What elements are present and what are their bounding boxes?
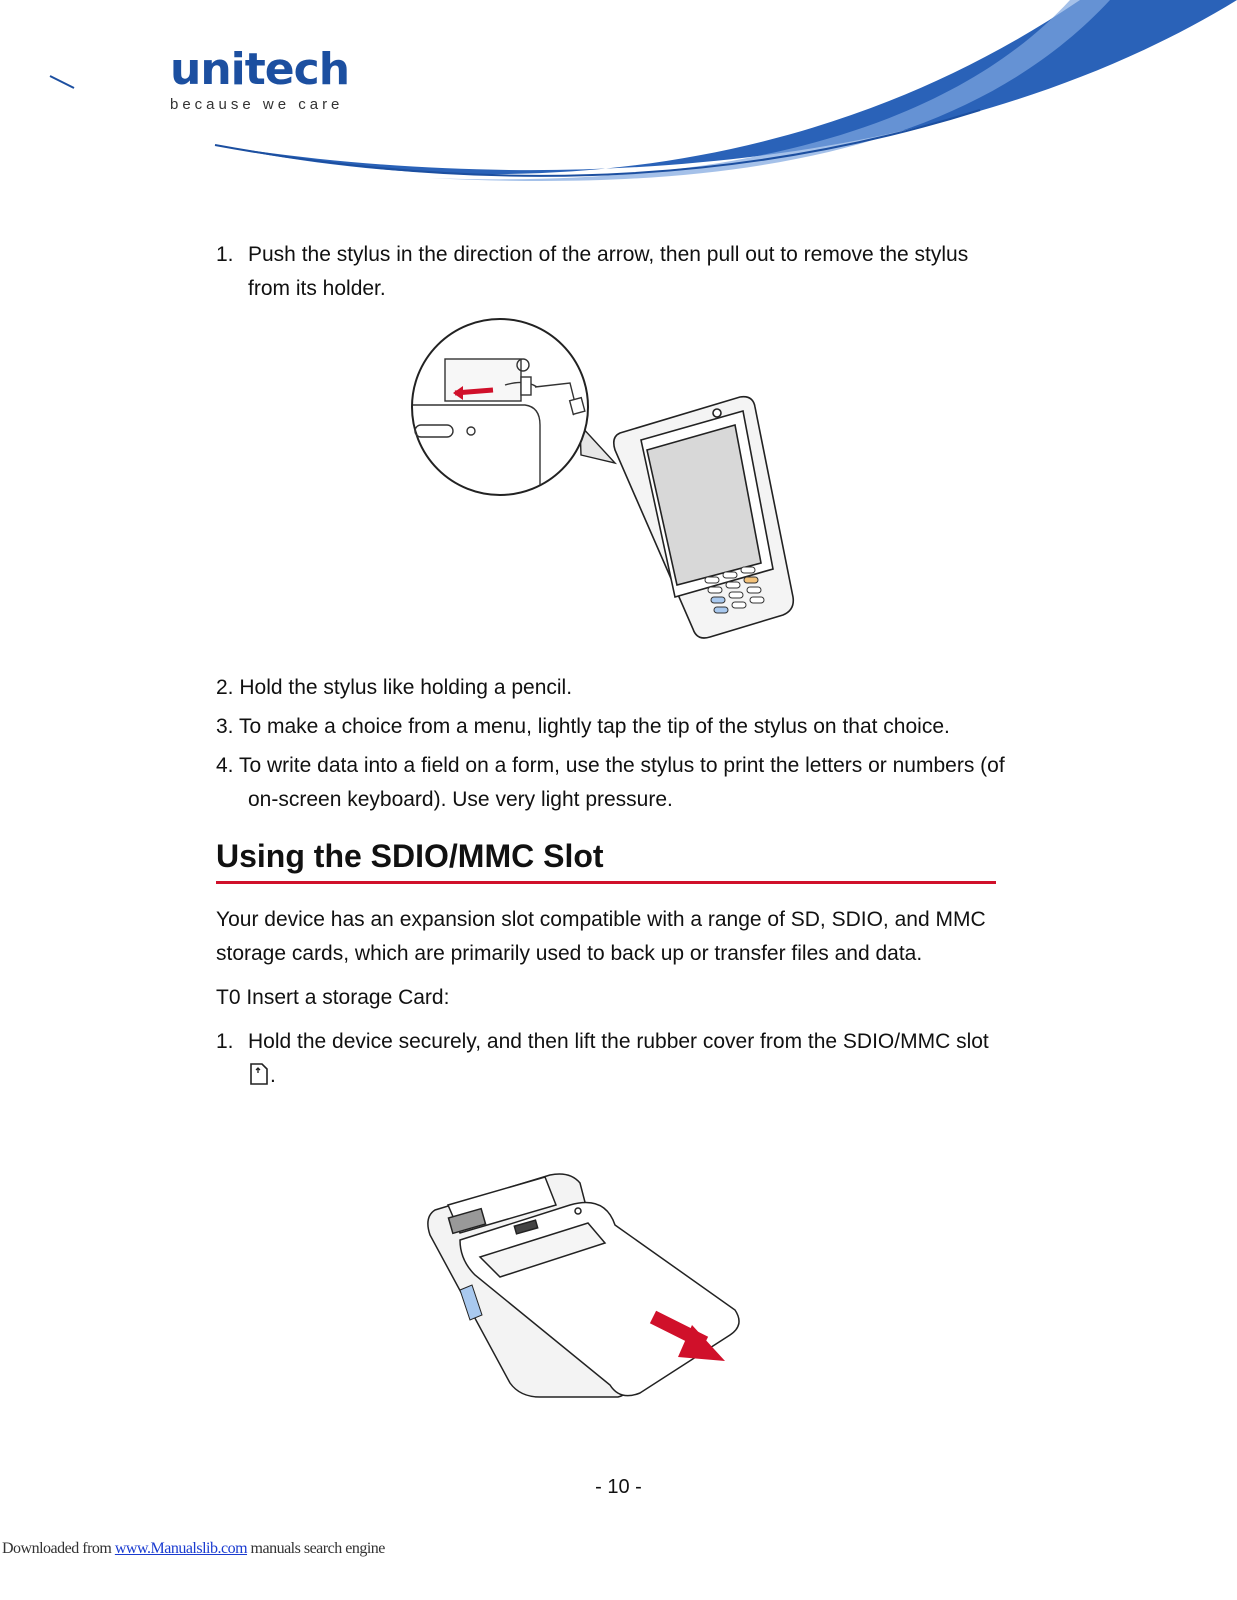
list-item: 4. To write data into a field on a form, use the stylus to print the letters or numbers (of on-screen keyboard). Use very light pressure. [216,754,1005,811]
rubber-cover-illustration [420,1165,750,1405]
insert-label: T0 Insert a storage Card: [216,986,450,1009]
download-footer [2,1540,385,1558]
stylus-removal-illustration [405,315,825,645]
stylus-step-1 [216,238,1006,306]
list-suffix: . [270,1064,276,1087]
brand-name: unitech [170,44,350,95]
brand-tagline: because we care [170,96,344,113]
list-number: 1. [216,243,234,266]
list-item: 2. Hold the stylus like holding a pencil. [216,676,573,699]
section-heading: Using the SDIO/MMC Slot [216,838,996,884]
slot-step-1 [216,1025,1006,1093]
sd-card-icon [248,1062,270,1086]
list-text: Push the stylus in the direction of the arrow, then pull out to remove the stylus from its holder. [248,243,969,300]
section-intro: Your device has an expansion slot compatible with a range of SD, SDIO, and MMC storage cards, which are primarily used to back up or transfer files and data. [216,908,986,965]
list-text: Hold the device securely, and then lift the rubber cover from the SDIO/MMC slot [248,1030,989,1053]
page-number: - 10 - [595,1476,642,1498]
section-body [216,903,1006,1093]
manualslib-link[interactable]: www.Manualslib.com [114,1540,248,1557]
footer-prefix: Downloaded from [2,1540,115,1557]
stylus-steps-2-4 [216,671,1006,817]
brand-logo [170,44,350,113]
list-number: 1. [216,1030,234,1053]
list-item: 3. To make a choice from a menu, lightly tap the tip of the stylus on that choice. [216,715,950,738]
footer-suffix: manuals search engine [247,1540,385,1557]
